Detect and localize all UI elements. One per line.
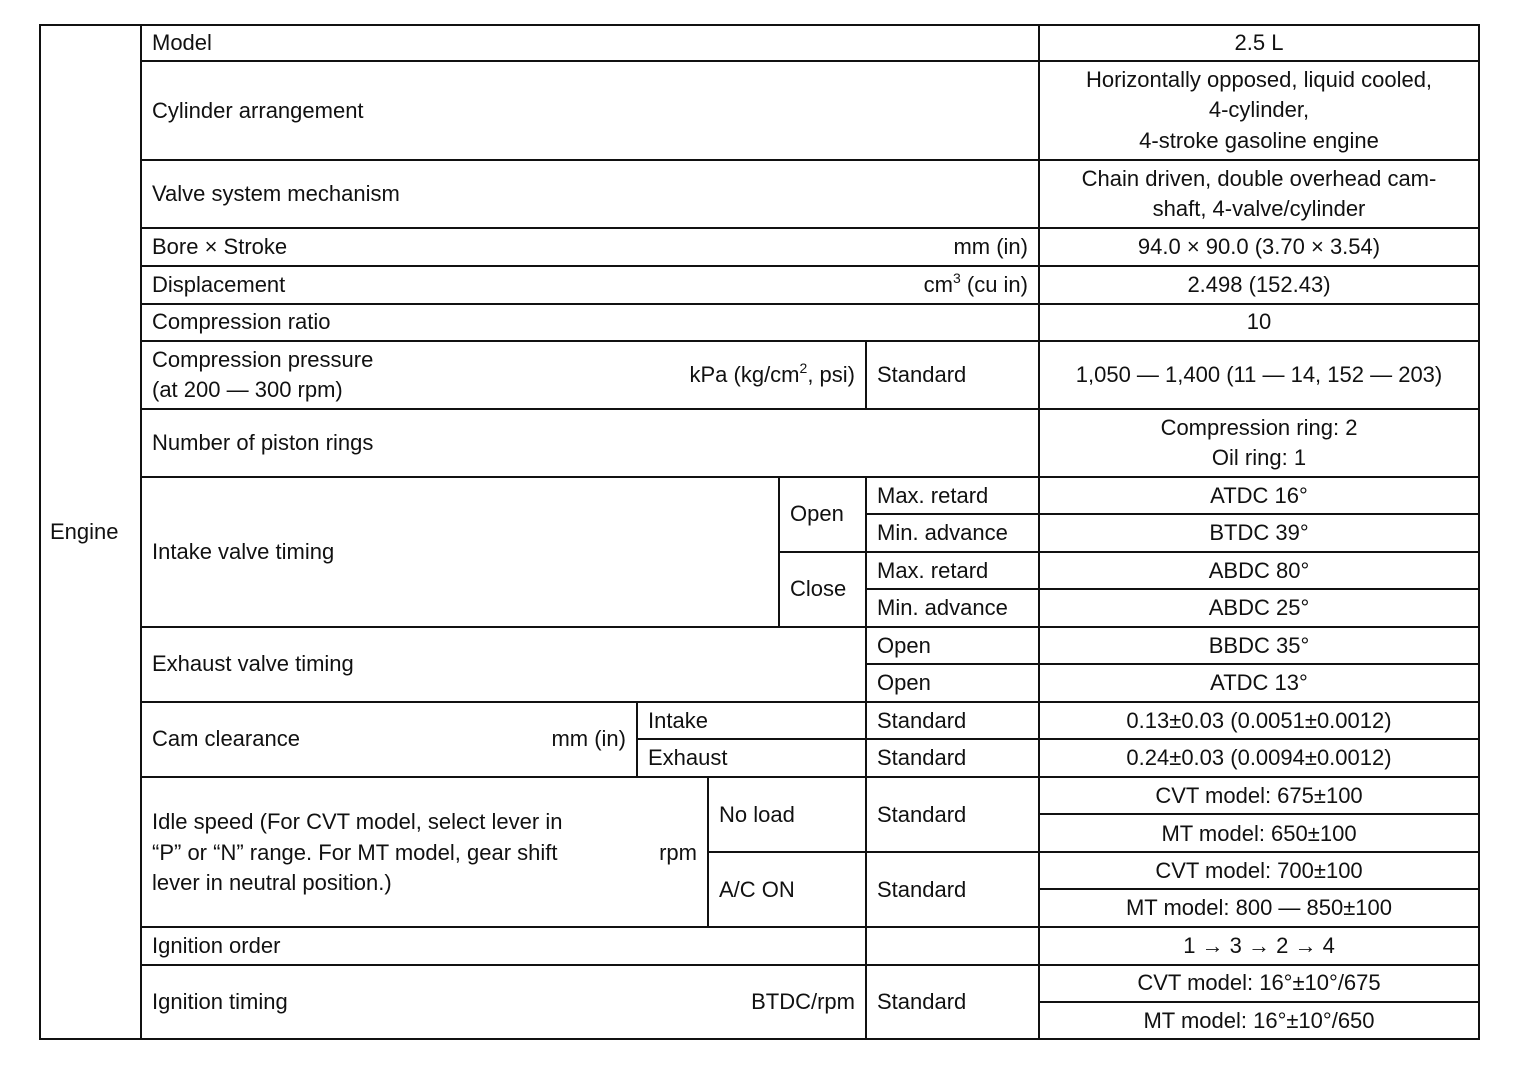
row-sep <box>140 227 1480 229</box>
cam-spec: Standard <box>877 708 967 733</box>
open-close-divider <box>778 476 780 626</box>
idle-no-load: No load <box>719 802 795 827</box>
compression-pressure-label-line: (at 200 — 300 rpm) <box>152 377 343 402</box>
compression-ratio-label: Compression ratio <box>152 309 331 334</box>
value-col-divider <box>1038 24 1040 1040</box>
cell-sep <box>1038 813 1480 815</box>
spec-col-divider <box>865 340 867 408</box>
ignition-timing-unit: BTDC/rpm <box>751 989 855 1014</box>
cam-clearance-unit: mm (in) <box>551 726 626 751</box>
ignition-timing-value: MT model: 16°±10°/650 <box>1143 1008 1375 1033</box>
row-sep <box>140 303 1480 305</box>
intake-value: BTDC 39° <box>1209 520 1309 545</box>
compression-pressure-value: 1,050 — 1,400 (11 — 14, 152 — 203) <box>1075 362 1443 387</box>
displacement-label: Displacement <box>152 272 286 297</box>
section-divider <box>140 24 142 1040</box>
exhaust-value: BBDC 35° <box>1208 633 1310 658</box>
row-sep <box>140 776 1480 778</box>
idle-label-line: lever in neutral position.) <box>152 870 392 895</box>
border-bottom <box>39 1038 1480 1040</box>
idle-value: MT model: 650±100 <box>1161 821 1357 846</box>
intake-spec: Min. advance <box>877 520 1008 545</box>
cam-sub: Exhaust <box>648 745 728 770</box>
bore-unit: mm (in) <box>953 234 1028 259</box>
row-sep <box>140 476 1480 478</box>
ignition-order-value: 1 → 3 → 2 → 4 <box>1183 933 1335 958</box>
intake-close-label: Close <box>790 576 847 601</box>
cell-sep <box>636 738 1480 740</box>
ignition-timing-value: CVT model: 16°±10°/675 <box>1137 970 1381 995</box>
piston-rings-value-line: Compression ring: 2 <box>1160 415 1358 440</box>
cylinder-label: Cylinder arrangement <box>152 98 364 123</box>
cell-sep <box>865 588 1480 590</box>
row-sep <box>140 408 1480 410</box>
cylinder-value-line: 4-stroke gasoline engine <box>1139 128 1379 153</box>
border-top <box>39 24 1480 26</box>
compression-pressure-label-line: Compression pressure <box>152 347 374 372</box>
row-sep <box>140 964 1480 966</box>
intake-open-label: Open <box>790 501 844 526</box>
idle-value: MT model: 800 — 850±100 <box>1125 895 1393 920</box>
valve-system-label: Valve system mechanism <box>152 181 400 206</box>
valve-system-value-line: shaft, 4-valve/cylinder <box>1152 196 1366 221</box>
intake-value: ATDC 16° <box>1210 483 1308 508</box>
ignition-timing-label: Ignition timing <box>152 989 288 1014</box>
engine-spec-table <box>39 24 1480 1040</box>
intake-spec: Max. retard <box>877 558 989 583</box>
idle-unit: rpm <box>659 840 697 865</box>
cam-value: 0.13±0.03 (0.0051±0.0012) <box>1126 708 1392 733</box>
row-sep <box>140 340 1480 342</box>
idle-sub-divider <box>707 776 709 926</box>
cam-sub: Intake <box>648 708 708 733</box>
idle-label-line: “P” or “N” range. For MT model, gear shift <box>152 840 558 865</box>
border-left <box>39 24 41 1040</box>
cell-sep <box>778 551 1480 553</box>
compression-pressure-spec: Standard <box>877 362 967 387</box>
intake-value: ABDC 25° <box>1208 595 1310 620</box>
row-sep <box>140 926 1480 928</box>
cam-value: 0.24±0.03 (0.0094±0.0012) <box>1126 745 1392 770</box>
compression-pressure-unit: kPa ($kg/cm^2$, psi) <box>689 359 855 387</box>
exhaust-value: ATDC 13° <box>1210 670 1308 695</box>
exhaust-timing-label: Exhaust valve timing <box>152 651 354 676</box>
idle-ac-on: A/C ON <box>719 877 795 902</box>
cell-sep <box>865 513 1480 515</box>
piston-rings-label: Number of piston rings <box>152 430 374 455</box>
idle-spec: Standard <box>877 877 967 902</box>
row-sep <box>140 60 1480 62</box>
idle-spec: Standard <box>877 802 967 827</box>
model-label: Model <box>152 30 212 55</box>
intake-spec: Min. advance <box>877 595 1008 620</box>
displacement-unit: $cm^3$ (cu in) <box>923 269 1028 297</box>
cam-sub-divider <box>636 701 638 776</box>
row-sep <box>140 701 1480 703</box>
piston-rings-value-line: Oil ring: 1 <box>1211 445 1307 470</box>
intake-timing-label: Intake valve timing <box>152 539 335 564</box>
row-sep <box>140 159 1480 161</box>
intake-value: ABDC 80° <box>1208 558 1310 583</box>
cylinder-value-line: Horizontally opposed, liquid cooled, <box>1085 67 1433 92</box>
ignition-timing-spec: Standard <box>877 989 967 1014</box>
model-value: 2.5 L <box>1234 30 1284 55</box>
cell-sep <box>865 663 1480 665</box>
bore-value: 94.0 × 90.0 (3.70 × 3.54) <box>1137 234 1381 259</box>
spec-col-divider <box>865 476 867 1001</box>
exhaust-spec: Open <box>877 670 931 695</box>
compression-ratio-value: 10 <box>1246 309 1272 334</box>
idle-value: CVT model: 675±100 <box>1155 783 1363 808</box>
spec-col-divider <box>865 964 867 1040</box>
cell-sep <box>1038 888 1480 890</box>
exhaust-spec: Open <box>877 633 931 658</box>
idle-label-line: Idle speed (For CVT model, select lever in <box>152 809 563 834</box>
intake-spec: Max. retard <box>877 483 989 508</box>
row-sep <box>140 626 1480 628</box>
cell-sep <box>1038 1001 1480 1003</box>
valve-system-value-line: Chain driven, double overhead cam- <box>1081 166 1437 191</box>
ignition-order-label: Ignition order <box>152 933 281 958</box>
cell-sep <box>707 851 1480 853</box>
row-sep <box>140 265 1480 267</box>
section-label-engine: Engine <box>50 519 119 544</box>
cylinder-value-line: 4-cylinder, <box>1208 97 1310 122</box>
idle-value: CVT model: 700±100 <box>1155 858 1363 883</box>
bore-label: Bore × Stroke <box>152 234 288 259</box>
cam-clearance-label: Cam clearance <box>152 726 300 751</box>
displacement-value: 2.498 (152.43) <box>1187 272 1331 297</box>
cam-spec: Standard <box>877 745 967 770</box>
